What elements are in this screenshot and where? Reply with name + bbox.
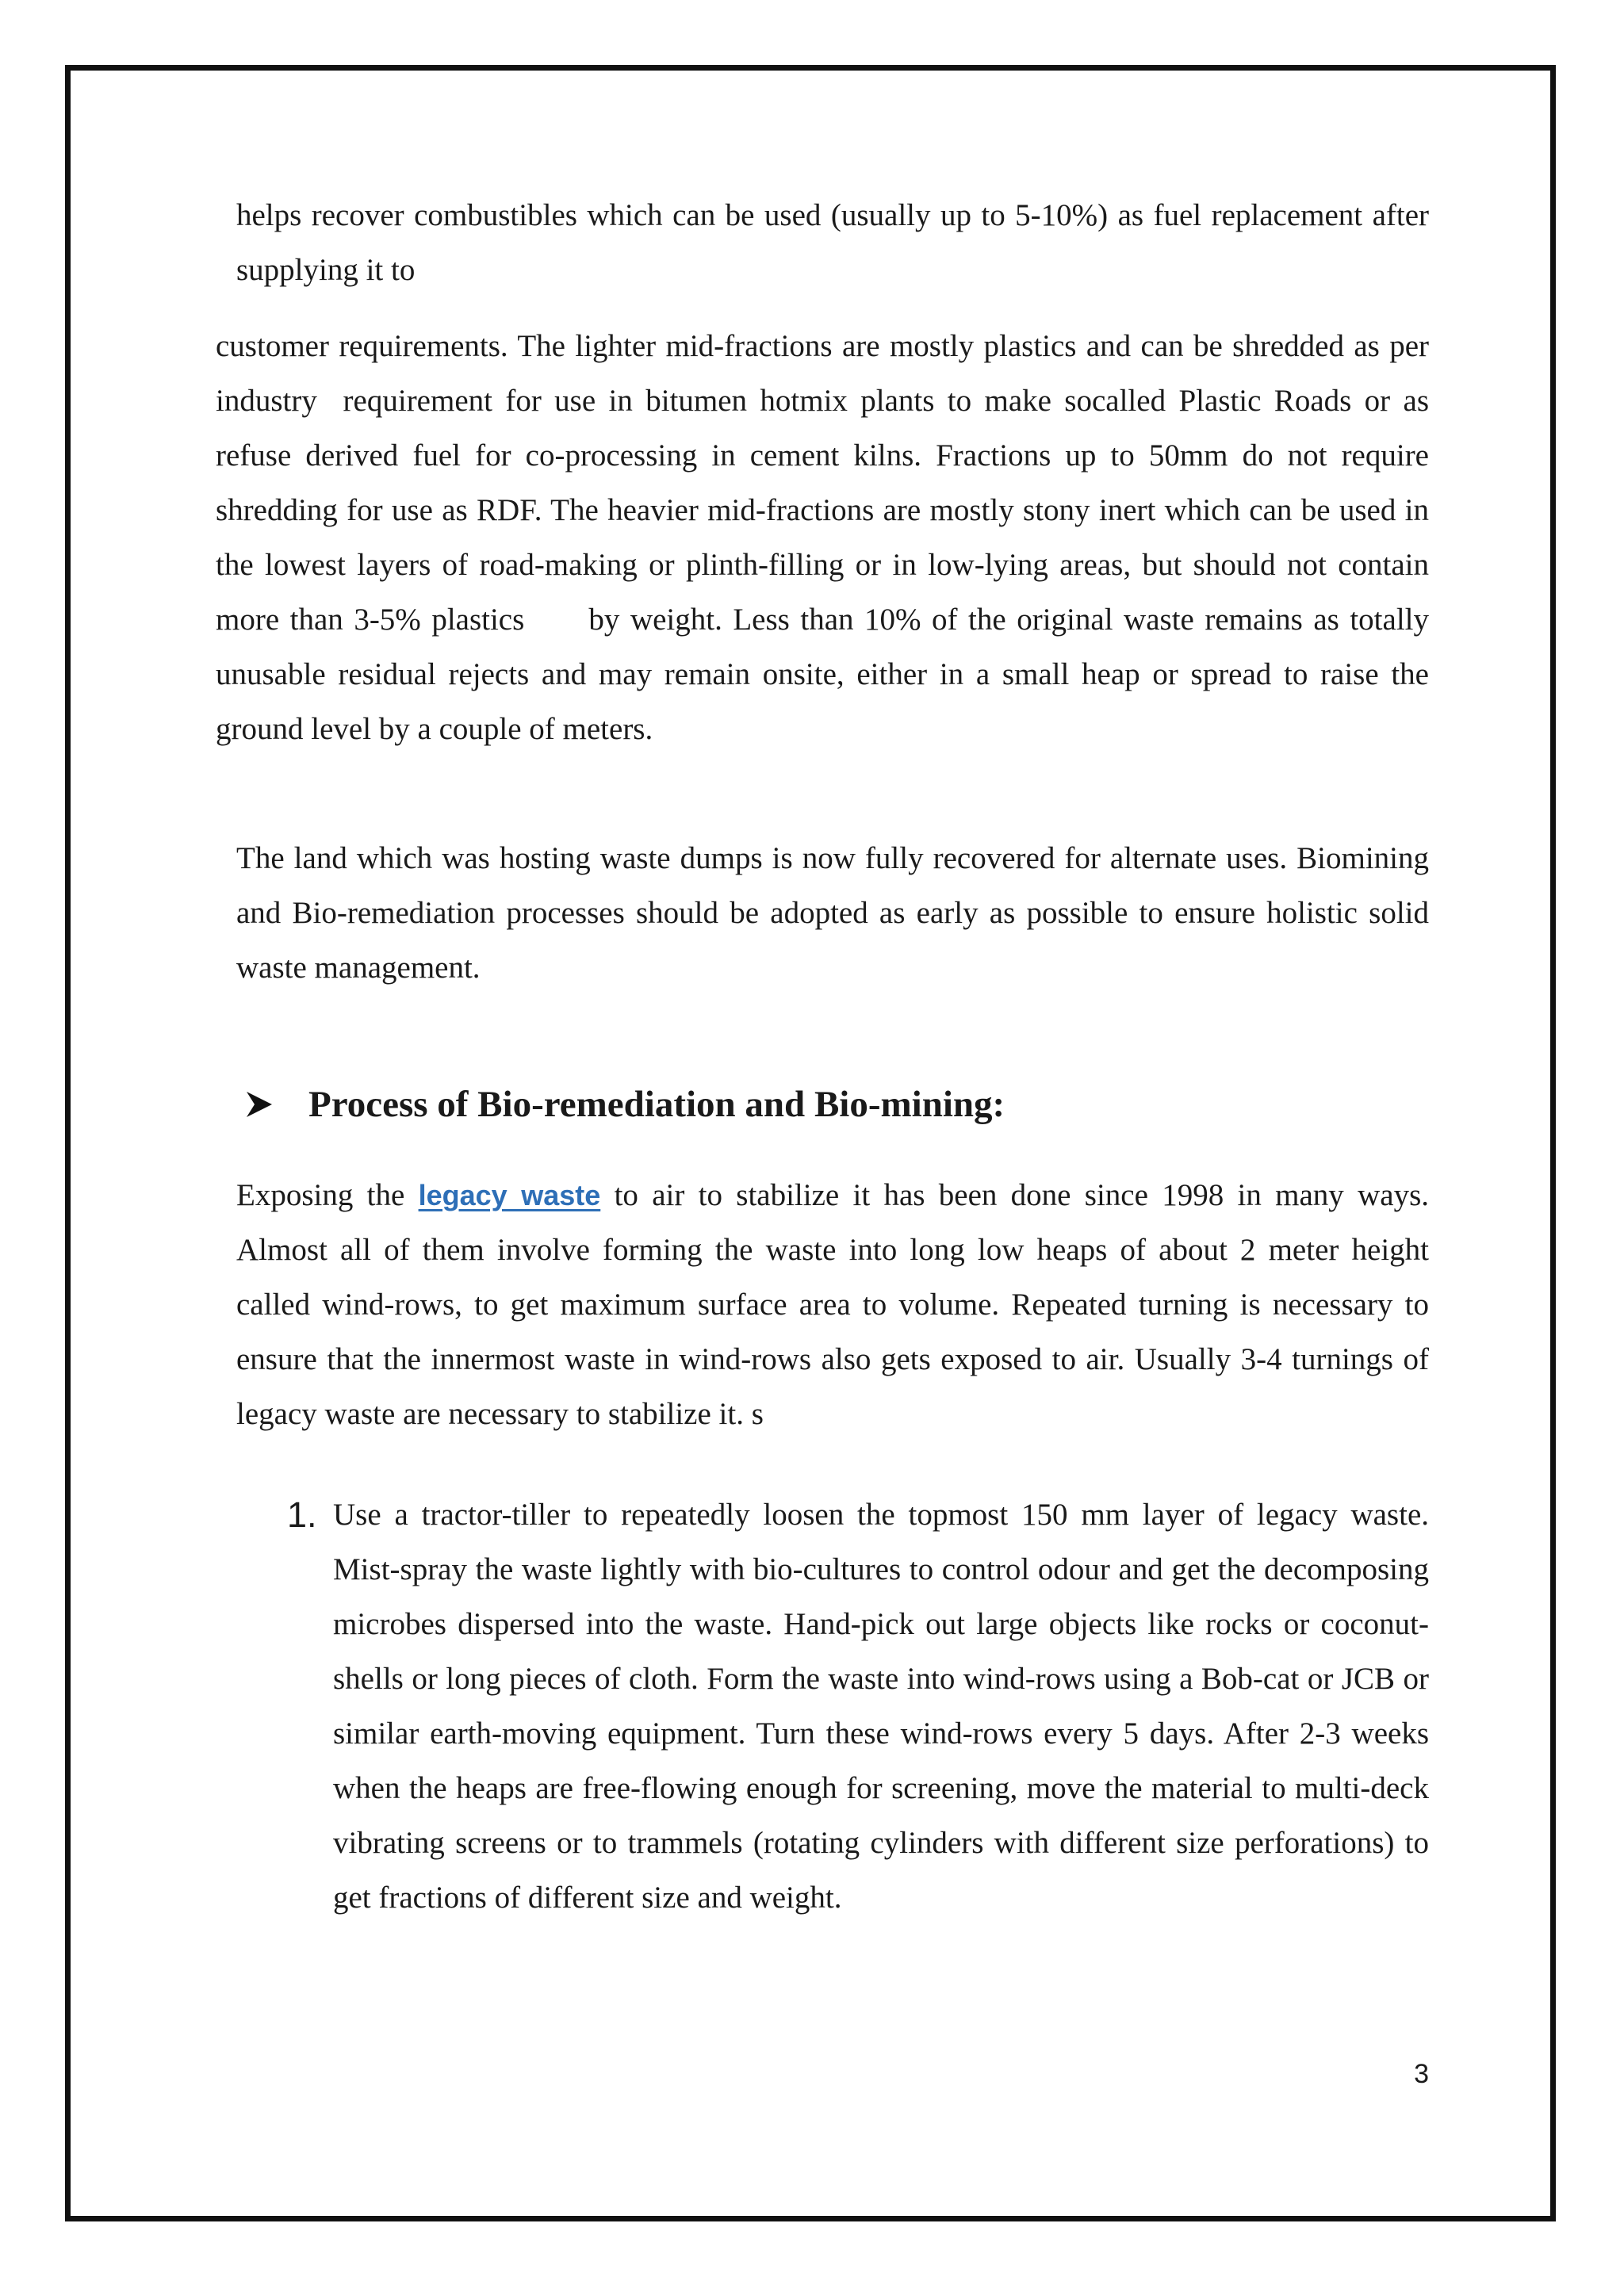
arrow-bullet-icon — [243, 1089, 275, 1120]
legacy-waste-link[interactable]: legacy waste — [418, 1179, 601, 1211]
list-item — [236, 1487, 1429, 1925]
list-item-number: 1. — [287, 1494, 317, 1535]
paragraph-customer-requirements: customer requirements. The lighter mid-fractions are mostly plastics and can be shredded as per industry requirement for use in bitumen hotmix plants to make socalled Plastic Roads or as refuse derived fuel for co-processing in cement kilns. Fractions up to 50mm do not require shredding for use as RDF. The heavier mid-fractions are mostly stony inert which can be used in the lowest layers of road-making or plinth-filling or in low-lying areas, but should not contain more than 3-5% plastics by weight. Less than 10% of the original waste remains as totally unusable residual rejects and may remain onsite, either in a small heap or spread to raise the ground level by a couple of meters. — [216, 329, 1437, 746]
list-item-text: Use a tractor-tiller to repeatedly loosen the topmost 150 mm layer of legacy waste. Mist-spray the waste lightly with bio-cultures to control odour and get the decomposing microbes dispersed into the waste. Hand-pick out large objects like rocks or coconut-shells or long pieces of cloth. Form the waste into wind-rows using a Bob-cat or JCB or similar earth-moving equipment. Turn these wind-rows every 5 days. After 2-3 weeks when the heaps are free-flowing enough for screening, move the material to multi-deck vibrating screens or to trammels (rotating cylinders with different size perforations) to get fractions of different size and weight. — [333, 1498, 1429, 1915]
paragraph-continuation: helps recover combustibles which can be used (usually up to 5-10%) as fuel replacement after supplying it to — [236, 198, 1429, 287]
paragraph-land-recovery: The land which was hosting waste dumps is now fully recovered for alternate uses. Biomining and Bio-remediation processes should be adopted as early as possible to ensure holistic solid waste management. — [236, 841, 1429, 985]
page-number: 3 — [1414, 2059, 1429, 2089]
exposing-text-before-link: Exposing the — [236, 1178, 419, 1212]
exposing-text-after-link: to air to stabilize it has been done since 1998 in many ways. Almost all of them involve forming the waste into long low heaps of about 2 meter height called wind-rows, to get maximum surface area to volume. Repeated turning is necessary to ensure that the innermost waste in wind-rows also gets exposed to air. Usually 3-4 turnings of legacy waste are necessary to stabilize it. s — [236, 1178, 1429, 1431]
section-heading — [243, 1077, 1429, 1132]
process-steps-list — [236, 1487, 1429, 1925]
paragraph-exposing-legacy-waste — [236, 1168, 1429, 1441]
section-heading-text: Process of Bio-remediation and Bio-mining: — [308, 1084, 1005, 1125]
